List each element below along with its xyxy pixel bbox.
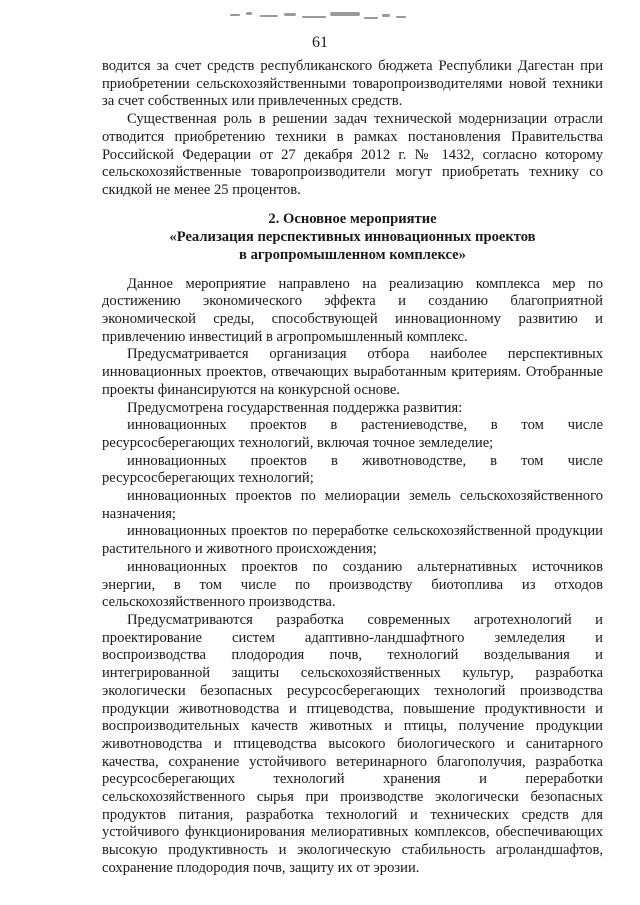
- paragraph: водится за счет средств республиканского бюджета Республики Дагестан при приобретении сельскохозяйственными товаропроизводителями новой техники за счет собственных или привлеченных средств.: [102, 58, 603, 110]
- paragraph: Предусматриваются разработка современных агротехнологий и проектирование систем адаптивно-ландшафтного земледелия и воспроизводства плодородия почв, технологий возделывания и интегрированной защиты сельскохозяйственных культур, разработка экологически безопасных ресурсосберегающих технологий производства продукции животноводства и птицеводства, повышение продуктивности и воспроизводительных качеств животных и птицы, получение продукции животноводства и птицеводства высокого биологического и санитарного качества, сохранение устойчивого ветеринарного благополучия, разработка ресурсосберегающих технологий хранения и переработки сельскохозяйственного сырья при производстве экологически безопасных продуктов питания, разработка технологий и технических средств для устойчивого функционирования мелиоративных комплексов, обеспечивающих высокую продуктивность и экологическую стабильность агроландшафтов, сохранение плодородия почв, защиту их от эрозии.: [102, 611, 603, 876]
- paragraph: Существенная роль в решении задач технической модернизации отрасли отводится приобретению техники в рамках постановления Правительства Российской Федерации от 27 декабря 2012 г. № 1432, согласно которому сельскохозяйственные товаропроизводители могут приобретать технику со скидкой не менее 25 процентов.: [102, 111, 603, 198]
- section-heading-line: «Реализация перспективных инновационных проектов: [169, 228, 536, 245]
- page-number: 61: [312, 34, 328, 51]
- list-item: инновационных проектов по созданию альтернативных источников энергии, в том числе по производству биотоплива из отходов сельскохозяйственного производства.: [102, 558, 603, 611]
- paragraph: Предусмотрена государственная поддержка развития:: [127, 399, 463, 416]
- section-heading-line: 2. Основное мероприятие: [268, 210, 437, 227]
- list-item: инновационных проектов в животноводстве, в том числе ресурсосберегающих технологий;: [102, 452, 603, 487]
- list-item: инновационных проектов в растениеводстве, в том числе ресурсосберегающих технологий, включая точное земледелие;: [102, 417, 603, 451]
- paragraph: Предусматривается организация отбора наиболее перспективных инновационных проектов, отвечающих выработанным критериям. Отобранные проекты финансируются на конкурсной основе.: [102, 346, 603, 398]
- list-item: инновационных проектов по переработке сельскохозяйственной продукции растительного и животного происхождения;: [102, 523, 603, 558]
- list-item: инновационных проектов по мелиорации земель сельскохозяйственного назначения;: [102, 488, 603, 522]
- section-heading-line: в агропромышленном комплексе»: [239, 246, 466, 263]
- document-body: [102, 58, 603, 878]
- scan-artifact: [226, 8, 414, 26]
- paragraph: Данное мероприятие направлено на реализацию комплекса мер по достижению экономического эффекта и созданию благоприятной экономической среды, способствующей инновационному развитию и привлечению инвестиций в агропромышленный комплекс.: [102, 275, 603, 345]
- section-heading: [102, 210, 603, 264]
- spacer: [102, 264, 603, 276]
